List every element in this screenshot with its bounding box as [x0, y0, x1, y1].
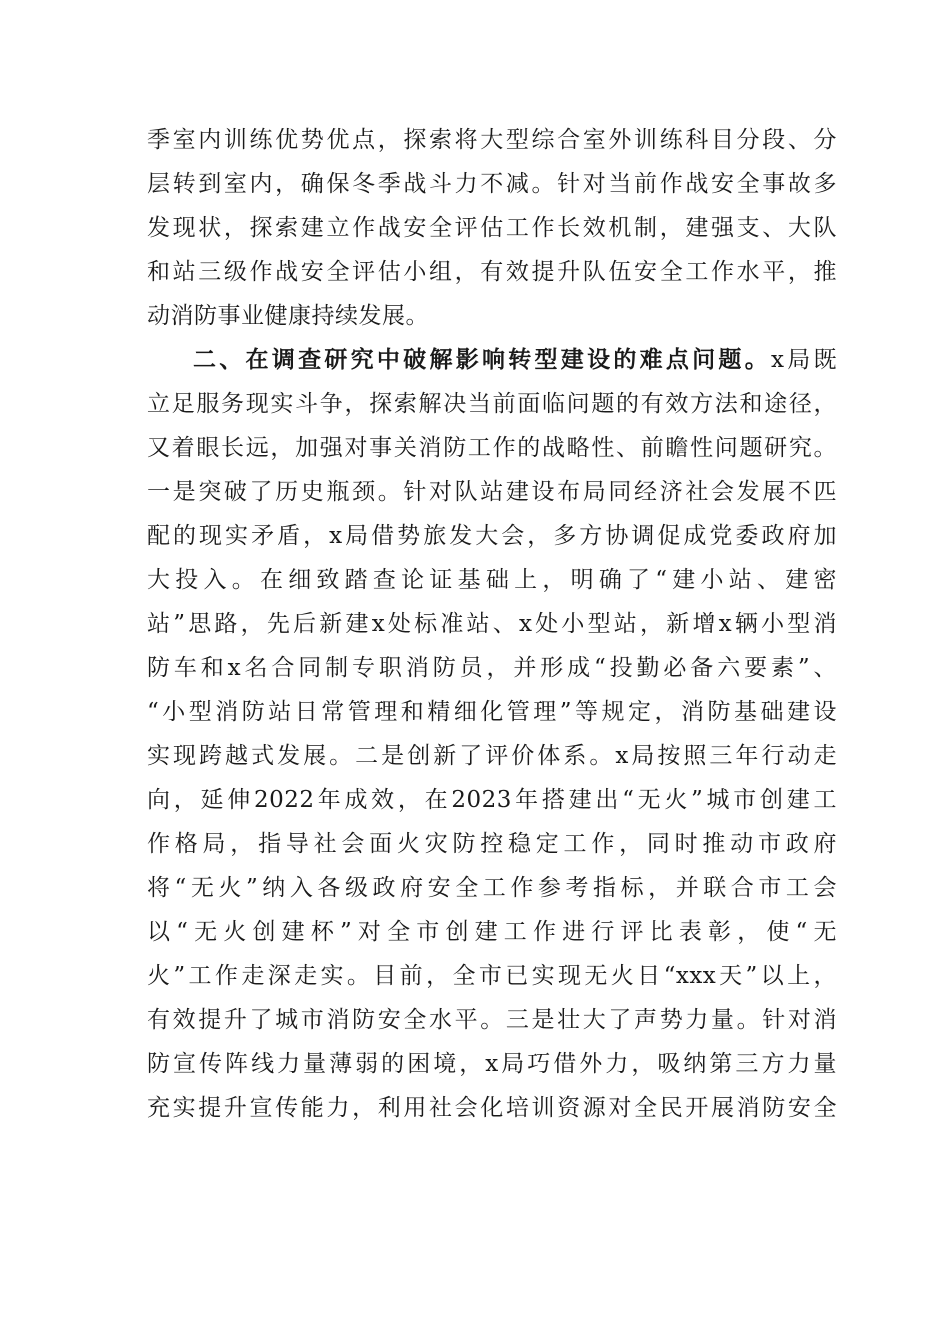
paragraph-2-line-5: 配的现实矛盾，x局借势旅发大会，多方协调促成党委政府加	[147, 523, 837, 549]
paragraph-2-line-6: 大投入。在细致踏查论证基础上，明确了“建小站、建密	[147, 567, 837, 593]
paragraph-2-line-16: 有效提升了城市消防安全水平。三是壮大了声势力量。针对消	[147, 1007, 837, 1033]
paragraph-2-line-18: 充实提升宣传能力，利用社会化培训资源对全民开展消防安全	[147, 1095, 837, 1121]
paragraph-2-line-15: 火”工作走深走实。目前，全市已实现无火日“xxx天”以上，	[147, 963, 837, 989]
paragraph-2-line-1-rest: x局既	[770, 347, 837, 373]
paragraph-1-line-2: 层转到室内，确保冬季战斗力不减。针对当前作战安全事故多	[147, 171, 837, 197]
paragraph-2-line-13: 将“无火”纳入各级政府安全工作参考指标，并联合市工会	[147, 875, 837, 901]
paragraph-2-line-10: 实现跨越式发展。二是创新了评价体系。x局按照三年行动走	[147, 743, 837, 769]
paragraph-2-line-1	[193, 338, 837, 382]
paragraph-2-line-14: 以“无火创建杯”对全市创建工作进行评比表彰，使“无	[147, 919, 837, 945]
paragraph-2-line-2: 立足服务现实斗争，探索解决当前面临问题的有效方法和途径，	[147, 391, 837, 417]
paragraph-1-line-4: 和站三级作战安全评估小组，有效提升队伍安全工作水平，推	[147, 259, 837, 285]
paragraph-2-line-12: 作格局，指导社会面火灾防控稳定工作，同时推动市政府	[147, 831, 837, 857]
paragraph-2-line-8: 防车和x名合同制专职消防员，并形成“投勤必备六要素”、	[147, 655, 837, 681]
paragraph-2-line-3: 又着眼长远，加强对事关消防工作的战略性、前瞻性问题研究。	[147, 435, 837, 461]
paragraph-1-line-5: 动消防事业健康持续发展。	[147, 303, 429, 329]
paragraph-1-line-1: 季室内训练优势优点，探索将大型综合室外训练科目分段、分	[147, 127, 837, 153]
paragraph-2-line-7: 站”思路，先后新建x处标准站、x处小型站，新增x辆小型消	[147, 611, 837, 637]
paragraph-2-line-4: 一是突破了历史瓶颈。针对队站建设布局同经济社会发展不匹	[147, 479, 837, 505]
section-heading: 二、在调查研究中破解影响转型建设的难点问题。	[193, 346, 771, 373]
paragraph-2-line-17: 防宣传阵线力量薄弱的困境，x局巧借外力，吸纳第三方力量	[147, 1051, 837, 1077]
paragraph-2-line-11: 向，延伸2022年成效，在2023年搭建出“无火”城市创建工	[147, 787, 837, 813]
paragraph-2-line-9: “小型消防站日常管理和精细化管理”等规定，消防基础建设	[147, 699, 837, 725]
paragraph-1-line-3: 发现状，探索建立作战安全评估工作长效机制，建强支、大队	[147, 215, 837, 241]
